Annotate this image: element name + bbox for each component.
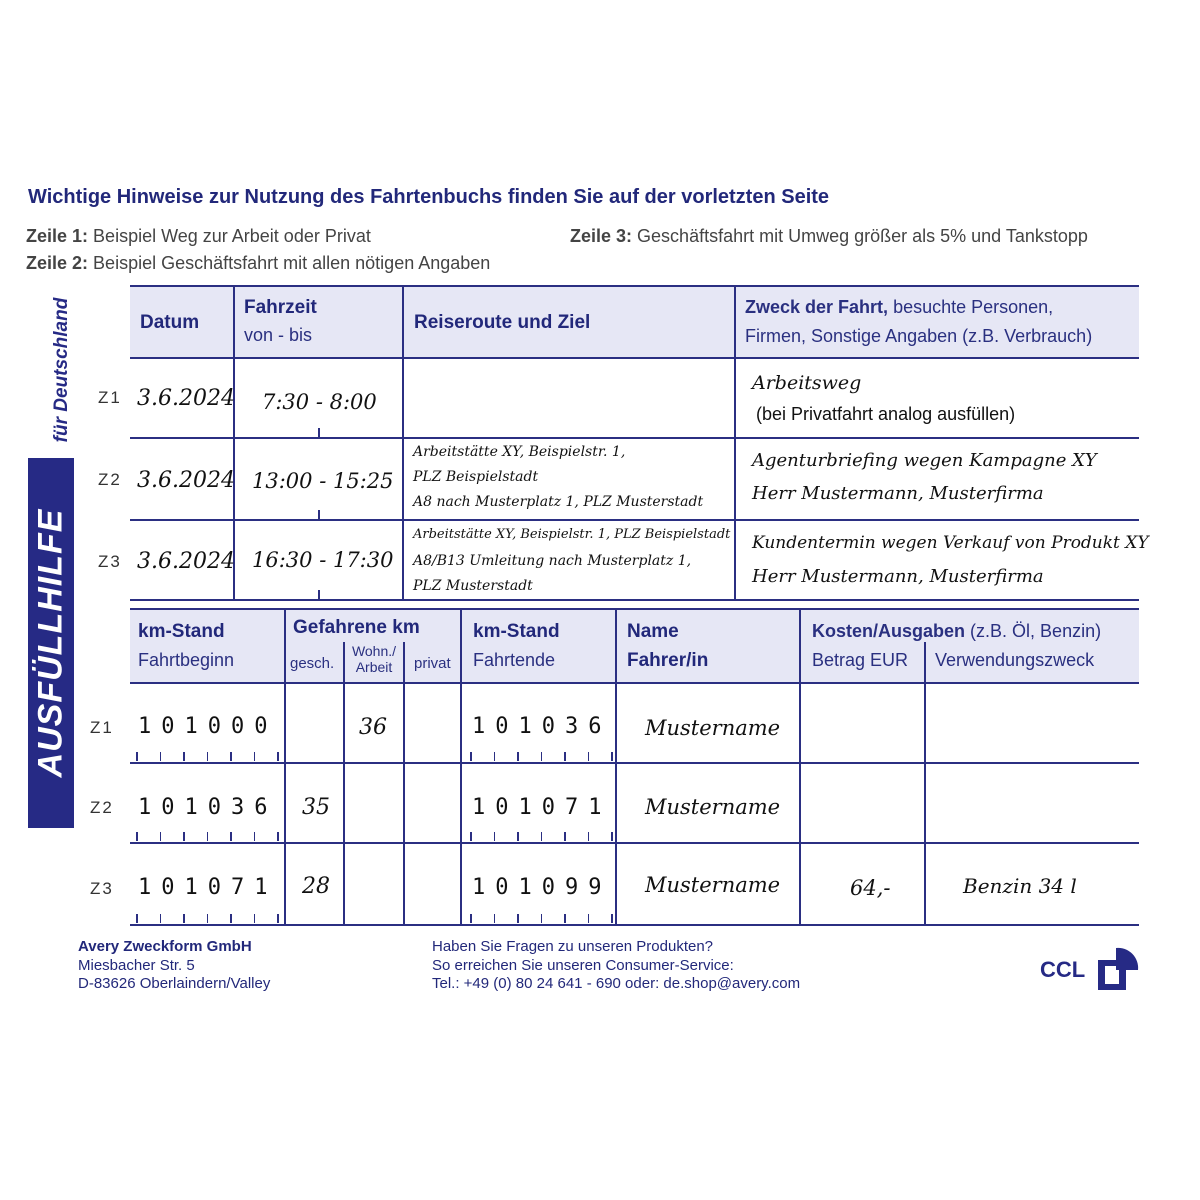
odometer-tick — [207, 752, 209, 761]
service-info: So erreichen Sie unseren Consumer-Service: — [432, 957, 734, 974]
hint-line-1 — [26, 226, 371, 247]
odometer-tick — [588, 914, 590, 923]
trip-purpose: Kundentermin wegen Verkauf von Produkt XY — [752, 533, 1149, 553]
hint-3-label: Zeile 3: — [570, 226, 633, 246]
col-wohn-1: Wohn./ — [351, 643, 397, 659]
trip-purpose: Herr Mustermann, Musterfirma — [752, 483, 1044, 504]
odometer-tick — [517, 914, 519, 923]
col-kosten-bold: Kosten/Ausgaben — [812, 621, 966, 641]
odometer-tick — [517, 832, 519, 841]
odometer-tick — [611, 832, 613, 841]
service-question: Haben Sie Fragen zu unseren Produkten? — [432, 938, 714, 955]
expense-purpose: Benzin 34 l — [963, 874, 1077, 898]
driver-name: Mustername — [645, 716, 781, 740]
odometer-tick — [277, 832, 279, 841]
row-label: Z3 — [98, 552, 122, 571]
trip-time: 7:30 - 8:00 — [262, 390, 377, 414]
trip-time: 13:00 - 15:25 — [252, 469, 394, 493]
row-label: Z2 — [98, 470, 122, 489]
odometer-tick — [160, 914, 162, 923]
ccl-logo — [1040, 946, 1140, 992]
col-verwendung: Verwendungszweck — [935, 650, 1095, 670]
col-zweck — [745, 297, 1053, 318]
company-city: D-83626 Oberlaindern/Valley — [78, 975, 271, 992]
expense-amount: 64,- — [850, 876, 891, 900]
company-street: Miesbacher Str. 5 — [78, 957, 195, 974]
col-zweck-bold: Zweck der Fahrt, — [745, 297, 889, 317]
odometer-tick — [230, 832, 232, 841]
hint-2-text: Beispiel Geschäftsfahrt mit allen nötigen Angaben — [93, 253, 491, 273]
odometer-tick — [470, 832, 472, 841]
col-km-start: km-Stand — [138, 621, 225, 642]
col-wohn-2: Arbeit — [355, 659, 393, 675]
row-label: Z1 — [90, 718, 114, 737]
trip-route: A8/B13 Umleitung nach Musterplatz 1, — [413, 553, 692, 569]
trip-purpose: Herr Mustermann, Musterfirma — [752, 566, 1044, 587]
page-title: Wichtige Hinweise zur Nutzung des Fahrtenbuchs finden Sie auf der vorletzten Seite — [28, 186, 830, 208]
odometer-tick — [541, 832, 543, 841]
odometer-end: 101099 — [472, 875, 612, 900]
trip-time: 16:30 - 17:30 — [252, 548, 394, 572]
odometer-tick — [277, 914, 279, 923]
odometer-tick — [611, 752, 613, 761]
col-name-2: Fahrer/in — [627, 650, 709, 671]
row-label: Z2 — [90, 798, 114, 817]
row-label: Z3 — [90, 879, 114, 898]
col-zweck-rest: besuchte Personen, — [893, 297, 1054, 317]
odometer-start: 101036 — [138, 795, 278, 820]
col-km-start-sub: Fahrtbeginn — [138, 650, 235, 670]
trip-purpose: Arbeitsweg — [752, 372, 862, 394]
col-km-end-sub: Fahrtende — [473, 650, 556, 670]
trip-route: A8 nach Musterplatz 1, PLZ Musterstadt — [413, 494, 704, 510]
hint-1-text: Beispiel Weg zur Arbeit oder Privat — [93, 226, 371, 246]
col-privat: privat — [414, 655, 451, 672]
col-kosten-rest: (z.B. Öl, Benzin) — [970, 621, 1102, 641]
company-name: Avery Zweckform GmbH — [78, 938, 252, 955]
trip-route: Arbeitstätte XY, Beispielstr. 1, — [413, 444, 626, 460]
odometer-tick — [230, 914, 232, 923]
odometer-tick — [564, 832, 566, 841]
odometer-tick — [494, 752, 496, 761]
col-zweck-line2: Firmen, Sonstige Angaben (z.B. Verbrauch) — [745, 326, 1093, 346]
odometer-tick — [207, 914, 209, 923]
odometer-tick — [611, 914, 613, 923]
trip-route: Arbeitstätte XY, Beispielstr. 1, PLZ Beispielstadt — [413, 527, 731, 542]
odometer-tick — [136, 752, 138, 761]
col-fahrzeit-sub: von - bis — [244, 325, 313, 345]
km-gesch: 35 — [302, 795, 330, 820]
odometer-tick — [588, 832, 590, 841]
odometer-tick — [277, 752, 279, 761]
odometer-start: 101000 — [138, 714, 278, 739]
odometer-tick — [230, 752, 232, 761]
hint-1-label: Zeile 1: — [26, 226, 89, 246]
odometer-tick — [494, 832, 496, 841]
side-banner-title: AUSFÜLLHILFE — [31, 508, 70, 778]
hint-line-2 — [26, 253, 490, 274]
col-datum: Datum — [140, 312, 200, 333]
col-kosten — [812, 621, 1101, 642]
ccl-logo-text: CCL — [1040, 957, 1086, 982]
odometer-tick — [136, 914, 138, 923]
side-subtitle: für Deutschland — [51, 297, 72, 443]
odometer-tick — [183, 752, 185, 761]
hint-3-text: Geschäftsfahrt mit Umweg größer als 5% und Tankstopp — [637, 226, 1088, 246]
trip-purpose: Agenturbriefing wegen Kampagne XY — [752, 450, 1097, 471]
hint-line-3 — [570, 226, 1088, 247]
odometer-tick — [160, 752, 162, 761]
odometer-tick — [254, 752, 256, 761]
odometer-tick — [564, 752, 566, 761]
odometer-tick — [517, 752, 519, 761]
odometer-tick — [183, 914, 185, 923]
col-gesch: gesch. — [290, 655, 335, 672]
odometer-tick — [564, 914, 566, 923]
odometer-tick — [254, 832, 256, 841]
col-gefahren: Gefahrene km — [293, 617, 420, 638]
km-gesch: 28 — [302, 874, 330, 899]
service-contact[interactable]: Tel.: +49 (0) 80 24 641 - 690 oder: de.shop@avery.com — [432, 975, 801, 992]
driver-name: Mustername — [645, 873, 781, 897]
driver-name: Mustername — [645, 795, 781, 819]
trip-route: PLZ Musterstadt — [413, 578, 533, 594]
ccl-logo-mark — [1096, 946, 1140, 992]
trip-date: 3.6.2024 — [137, 468, 235, 493]
km-wohn: 36 — [359, 715, 387, 740]
odometer-tick — [160, 832, 162, 841]
trip-date: 3.6.2024 — [137, 549, 235, 574]
odometer-tick — [541, 752, 543, 761]
odometer-tick — [183, 832, 185, 841]
trip-route: PLZ Beispielstadt — [413, 469, 539, 485]
odometer-tick — [470, 914, 472, 923]
odometer-start: 101071 — [138, 875, 278, 900]
odometer-tick — [494, 914, 496, 923]
odometer-tick — [207, 832, 209, 841]
col-fahrzeit: Fahrzeit — [244, 297, 317, 318]
odometer-tick — [254, 914, 256, 923]
col-route: Reiseroute und Ziel — [414, 312, 591, 333]
trip-purpose-note: (bei Privatfahrt analog ausfüllen) — [756, 404, 1016, 424]
odometer-tick — [541, 914, 543, 923]
side-banner — [28, 458, 74, 828]
hint-2-label: Zeile 2: — [26, 253, 89, 273]
odometer-tick — [588, 752, 590, 761]
odometer-tick — [136, 832, 138, 841]
odometer-end: 101071 — [472, 795, 612, 820]
odometer-tick — [470, 752, 472, 761]
col-name: Name — [627, 621, 679, 642]
col-km-end: km-Stand — [473, 621, 560, 642]
row-label: Z1 — [98, 388, 122, 407]
col-wohn — [347, 643, 401, 675]
odometer-end: 101036 — [472, 714, 612, 739]
trip-date: 3.6.2024 — [137, 386, 235, 411]
col-betrag: Betrag EUR — [812, 650, 909, 670]
